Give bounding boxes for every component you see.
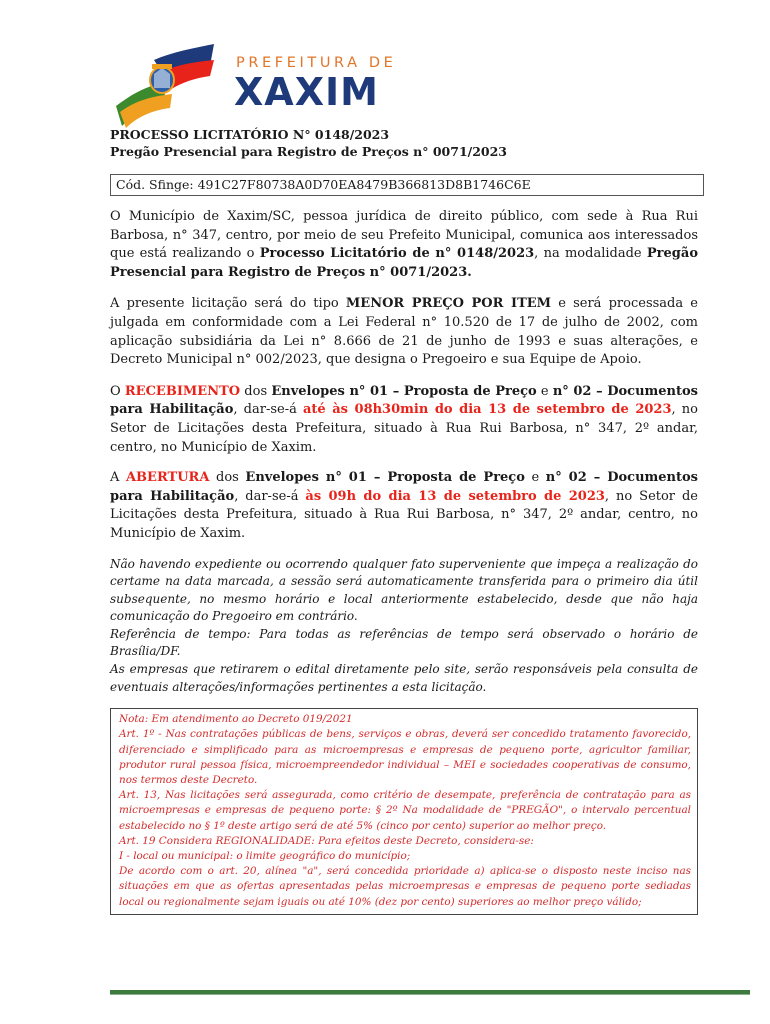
intro-paragraph xyxy=(110,208,698,282)
footer-divider xyxy=(110,990,750,995)
ab-text-i: , no Setor de Licitações desta Prefeitura, situado à Rua Rui Barbosa, n° 347, 2º andar, centro, no Município de Xaxim. xyxy=(110,488,698,541)
type-text: A presente licitação será do tipo xyxy=(110,296,346,312)
notice-italic-2: Referência de tempo: Para todas as referências de tempo será observado o horário de Brasília/DF. xyxy=(110,626,698,659)
type-text-2: e será processada e julgada em conformidade com a Lei Federal n° 10.520 de 17 de julho de 2002, com aplicação subsidiária da Lei n° 8.666 de 21 de junho de 1993 e suas alterações, e Decreto Municipal n° 002/2023, que designa o Pregoeiro e sua Equipe de Apoio. xyxy=(110,296,698,368)
rec-envelope-2: n° 02 – Documentos para Habilitação xyxy=(110,383,698,418)
recebimento-paragraph xyxy=(110,383,698,457)
process-number-bold: Processo Licitatório de n° 0148/2023 xyxy=(259,246,535,262)
abertura-paragraph xyxy=(110,469,698,543)
ab-text-e: e xyxy=(524,470,546,486)
ab-text-g: , dar-se-á xyxy=(234,488,306,504)
note-line: Nota: Em atendimento ao Decreto 019/2021 xyxy=(119,713,353,726)
intro-text: O Município de Xaxim/SC, pessoa jurídica de direito público, com sede à Rua Rui Barbosa, n° 347, centro, por meio de seu Prefeito Municipal, comunica aos interessados que está realizando o xyxy=(110,209,698,262)
ab-envelope-2: n° 02 – Documentos para Habilitação xyxy=(110,470,698,504)
recebimento-red: RECEBIMENTO xyxy=(124,383,241,399)
rec-text-i: , no Setor de Licitações desta Prefeitura, situado à Rua Rui Barbosa, n° 347, 2º andar, centro, no Município de Xaxim. xyxy=(110,402,698,455)
ab-time-red: às 09h do dia 13 de setembro de 2023 xyxy=(305,488,605,504)
abertura-red: ABERTURA xyxy=(125,470,210,486)
notice-italic-3: As empresas que retirarem o edital diretamente pelo site, serão responsáveis pela consulta de eventuais alterações/informações pertinentes a esta licitação. xyxy=(110,662,698,694)
rec-envelope-1: Envelopes n° 01 – Proposta de Preço xyxy=(271,383,537,399)
rec-text-g: , dar-se-á xyxy=(233,402,303,418)
document-body xyxy=(110,126,698,915)
xaxim-coat-of-arms-logo xyxy=(114,42,218,130)
rec-deadline-red: até às 08h30min do dia 13 de setembro de 2023 xyxy=(303,402,672,418)
note-line: Art. 13, Nas licitações será assegurada, como critério de desempate, preferência de contratação para as microempresas e empresas de pequeno porte: § 2º Na modalidade de "PREGÃO", o intervalo percentual estabelecido no § 1º deste artigo será de até 5% (cinco por cento) superior ao melhor preço. xyxy=(119,789,691,832)
pregao-title: Pregão Presencial para Registro de Preços n° 0071/2023 xyxy=(110,144,507,159)
note-line: Art. 19 Considera REGIONALIDADE: Para efeitos deste Decreto, considera-se: xyxy=(119,834,534,847)
rec-text-e: e xyxy=(536,383,553,399)
process-title: PROCESSO LICITATÓRIO N° 0148/2023 xyxy=(110,127,390,142)
brand-xaxim-label: XAXIM xyxy=(234,70,379,114)
brand-prefeitura-label: PREFEITURA DE xyxy=(236,55,397,71)
ab-text-a: A xyxy=(110,470,126,486)
rec-text-a: O xyxy=(110,383,125,399)
sfinge-label: Cód. Sfinge: xyxy=(116,177,198,192)
type-paragraph xyxy=(110,295,698,369)
modality-bold: Pregão Presencial para Registro de Preços n° 0071/2023. xyxy=(110,246,698,280)
note-line: De acordo com o art. 20, alínea "a", será concedida prioridade a) aplica-se o disposto neste inciso nas situações em que as ofertas apresentadas pelas microempresas e empresas de pequeno porte sediadas local ou regionalmente sejam iguais ou até 10% (dez por cento) superiores ao melhor preço válido; xyxy=(119,865,691,908)
sfinge-code: 491C27F80738A0D70EA8479B366813D8B1746C6E xyxy=(197,177,531,192)
note-line: I - local ou municipal: o limite geográfico do município; xyxy=(119,850,411,863)
rec-text-c: dos xyxy=(240,383,272,399)
ab-envelope-1: Envelopes n° 01 – Proposta de Preço xyxy=(245,470,525,486)
sfinge-code-box xyxy=(110,174,704,196)
decree-note-box xyxy=(110,708,698,915)
ab-text-c: dos xyxy=(209,470,246,486)
intro-text-2: , na modalidade xyxy=(534,246,647,262)
menor-preco-bold: MENOR PREÇO POR ITEM xyxy=(345,296,552,312)
note-line: Art. 1º - Nas contratações públicas de bens, serviços e obras, deverá ser concedido tratamento favorecido, diferenciado e simplificado para as microempresas e empresas de pequeno porte, agricultor familiar, produtor rural pessoa física, microempreendedor individual – MEI e sociedades cooperativas de consumo, nos termos deste Decreto. xyxy=(119,728,691,787)
notice-italic-1: Não havendo expediente ou ocorrendo qualquer fato superveniente que impeça a realização do certame na data marcada, a sessão será automaticamente transferida para o primeiro dia útil subsequente, no mesmo horário e local anteriormente estabelecido, desde que não haja comunicação do Pregoeiro em contrário. xyxy=(110,556,698,624)
